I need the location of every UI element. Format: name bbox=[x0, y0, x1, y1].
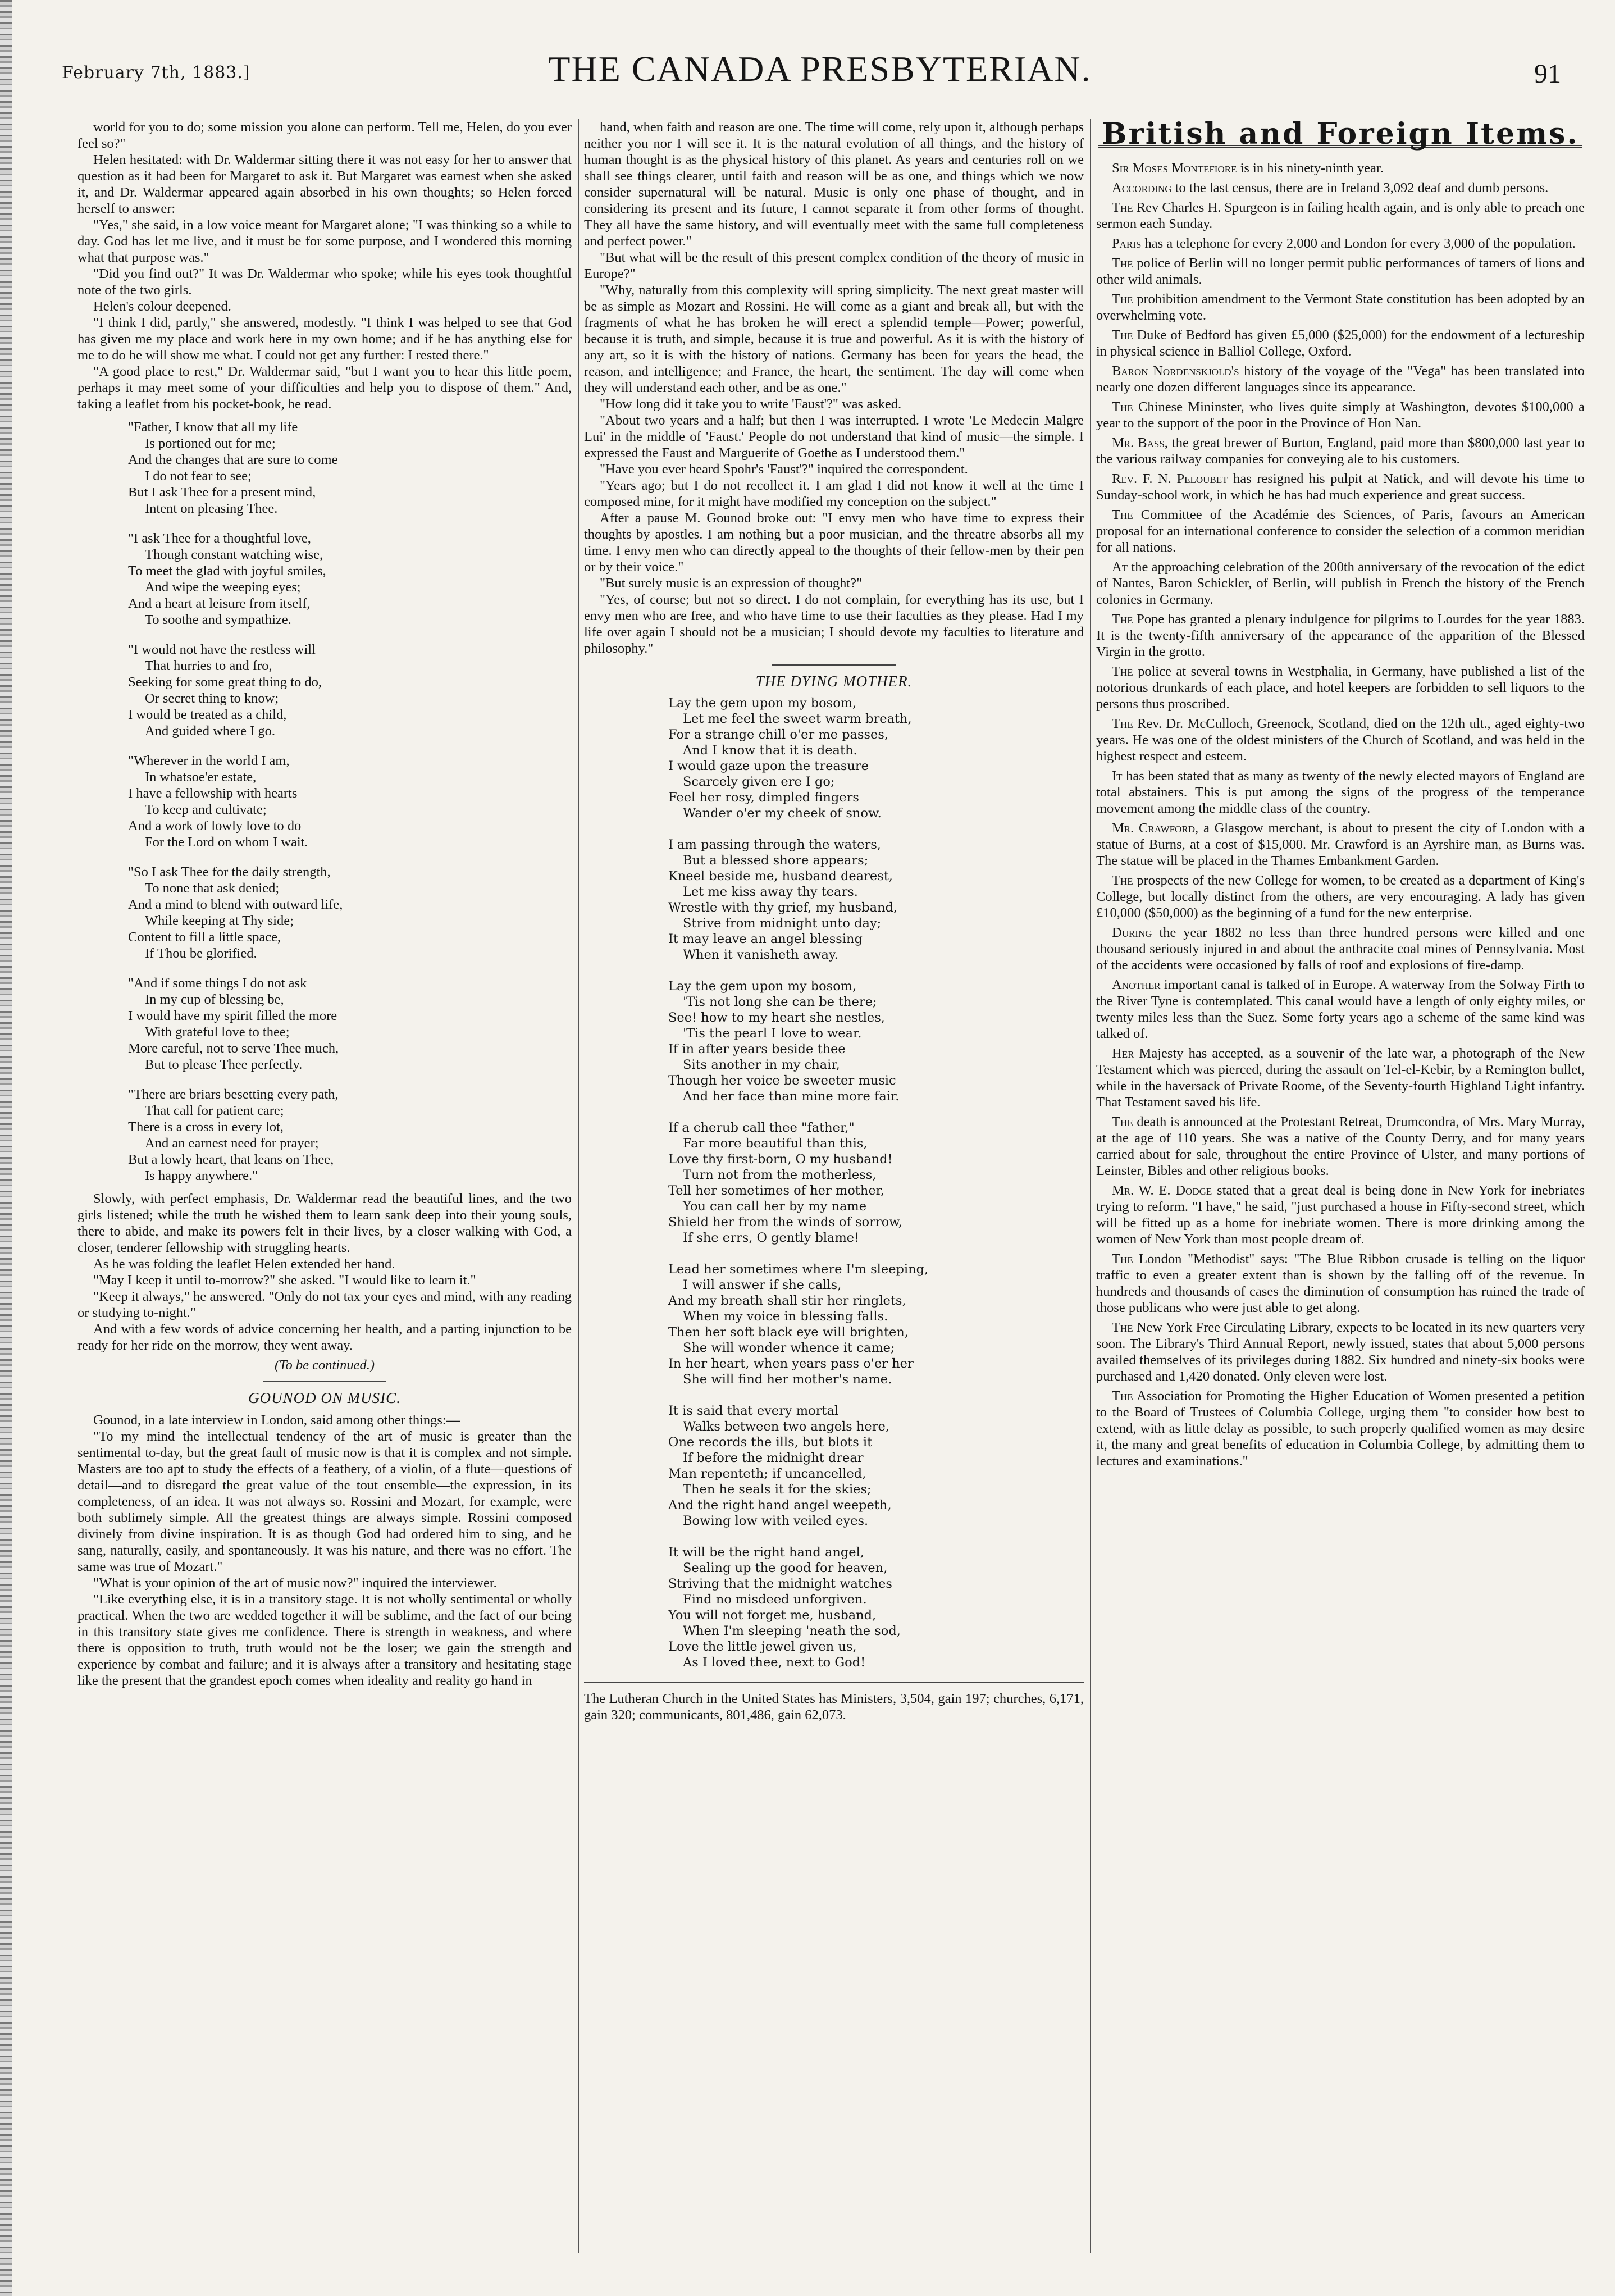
news-item-lead: The bbox=[1112, 664, 1133, 679]
section-divider bbox=[263, 1381, 386, 1382]
issue-date: February 7th, 1883.] bbox=[62, 63, 250, 83]
binding-edge bbox=[0, 0, 12, 2296]
poem-line: Lay the gem upon my bosom, bbox=[668, 979, 857, 994]
poem-line: Though her voice be sweeter music bbox=[668, 1073, 896, 1088]
poem-line: Sealing up the good for heaven, bbox=[683, 1561, 888, 1575]
poem-line: If a cherub call thee "father," bbox=[668, 1120, 855, 1135]
news-item-text: Committee of the Académie des Sciences, of Paris, favours an American proposal for an international conference to consider the selection of a common meridian for all nations. bbox=[1096, 507, 1585, 555]
news-item-text: New York Free Circulating Library, expects to be located in its new quarters very soon. The Library's Third Annual Report, newly issued, states that about 5,000 persons availed themselves of its privileges during 1882. Six hundred and ninety-six books were purchased and 1,420 donated. Only eleven were lost. bbox=[1096, 1320, 1585, 1384]
news-item-text: Chinese Mininster, who lives quite simply at Washington, devotes $100,000 a year to the support of the poor in the Province of Hon Nan. bbox=[1096, 399, 1585, 431]
news-item bbox=[1096, 820, 1585, 869]
news-item-text: stated that a great deal is being done in New York for inebriates trying to reform. "I have," he said, "just purchased a house in Fifty-second street, which will be fitted up as a home for inebriate women. There is more drinking among the women of New York than most people dream of. bbox=[1096, 1183, 1585, 1247]
poem-line: And I know that it is death. bbox=[683, 743, 857, 758]
page-header bbox=[62, 46, 1578, 108]
poem-line: You can call her by my name bbox=[683, 1199, 867, 1214]
poem-line: And an earnest need for prayer; bbox=[145, 1136, 319, 1151]
paragraph: "How long did it take you to write 'Faust'?" was asked. bbox=[600, 397, 902, 412]
paragraph: "But what will be the result of this present complex condition of the theory of music in Europe?" bbox=[584, 250, 1084, 281]
news-item bbox=[1096, 924, 1585, 973]
footnote-text: The Lutheran Church in the United States has Ministers, 3,504, gain 197; churches, 6,171, gain 320; communicants, 801,486, gain 62,073. bbox=[584, 1691, 1084, 1723]
section-divider bbox=[772, 664, 896, 666]
news-item-text: Majesty has accepted, as a souvenir of the late war, a photograph of the New Testament which was pierced, during the assault on Tel-el-Kebir, by a Remington bullet, while in the haversack of Private Roome, of the Seventy-fourth Highland Light infantry. That Testament saved his life. bbox=[1096, 1046, 1585, 1110]
poem-line: When I'm sleeping 'neath the sod, bbox=[683, 1624, 901, 1638]
poem-line: Wander o'er my cheek of snow. bbox=[683, 806, 882, 821]
poem-line: If before the midnight drear bbox=[683, 1451, 864, 1465]
news-item-text: London "Methodist" says: "The Blue Ribbon crusade is telling on the liquor traffic to even a greater extent than is shown by the falling off of the revenue. In hundreds and thousands of cases the diminution of consumption has ruined the trade of those publicans who were just able to get along. bbox=[1096, 1251, 1585, 1315]
poem-line: To keep and cultivate; bbox=[145, 802, 267, 817]
column-rule bbox=[1090, 119, 1091, 2253]
news-item bbox=[1096, 507, 1585, 555]
poem-line: It may leave an angel blessing bbox=[668, 932, 863, 946]
news-item-text: Duke of Bedford has given £5,000 ($25,000) for the endowment of a lectureship in physical science in Balliol College, Oxford. bbox=[1096, 327, 1585, 359]
poem-line: One records the ills, but blots it bbox=[668, 1435, 873, 1450]
poem-line: Love thy first-born, O my husband! bbox=[668, 1152, 893, 1167]
paragraph: "Yes, of course; but not so direct. I do not complain, for everything has its use, but I envy men who are free, and who have time to use their faculties as they please. Had I my life over again I should not be a musician; I should devote my faculties to literature and philosophy." bbox=[584, 592, 1084, 656]
news-item-text: death is announced at the Protestant Retreat, Drumcondra, of Mrs. Mary Murray, at the age of 110 years. She was a native of the County Derry, and for many years carried about for sale, throughout the entire Province of Ulster, and many portions of Leinster, Bibles and other religious books. bbox=[1096, 1114, 1585, 1178]
poem-line: Kneel beside me, husband dearest, bbox=[668, 869, 893, 883]
news-item-lead: The bbox=[1112, 1114, 1133, 1129]
section-banner-text: British and Foreign Items. bbox=[1098, 126, 1582, 148]
poem-line: Shield her from the winds of sorrow, bbox=[668, 1215, 902, 1229]
stanza-gap bbox=[668, 1387, 1084, 1403]
poem-line: In my cup of blessing be, bbox=[145, 992, 284, 1007]
poem-line: There is a cross in every lot, bbox=[128, 1119, 284, 1135]
article-title: GOUNOD ON MUSIC. bbox=[248, 1390, 401, 1406]
news-item bbox=[1096, 291, 1585, 324]
news-item-text: prospects of the new College for women, to be created as a department of King's College, but locally distinct from the others, are very encouraging. A lady has given £10,000 ($50,000) as the beginning of a fund for the new enterprise. bbox=[1096, 873, 1585, 921]
poem-line: I will answer if she calls, bbox=[683, 1278, 842, 1292]
news-item-text: Pope has granted a plenary indulgence for pilgrims to Lourdes for the year 1883. It is the twenty-fifth anniversary of the appearance of the apparition of the Blessed Virgin in the grotto. bbox=[1096, 612, 1585, 659]
poem-line: "There are briars besetting every path, bbox=[128, 1087, 339, 1102]
news-item-lead: The bbox=[1112, 200, 1133, 215]
poem-line: If she errs, O gently blame! bbox=[683, 1231, 860, 1245]
news-item-lead: During bbox=[1112, 925, 1152, 940]
paragraph: Gounod, in a late interview in London, said among other things:— bbox=[93, 1413, 460, 1428]
poem-line: And a mind to blend with outward life, bbox=[128, 897, 343, 912]
poem-line: If Thou be glorified. bbox=[145, 946, 257, 961]
news-item bbox=[1096, 255, 1585, 288]
paragraph: "What is your opinion of the art of music now?" inquired the interviewer. bbox=[93, 1575, 497, 1591]
news-item-lead: The bbox=[1112, 291, 1133, 307]
poem-line: Striving that the midnight watches bbox=[668, 1577, 892, 1591]
poem-line: Let me feel the sweet warm breath, bbox=[683, 712, 912, 726]
stanza-gap bbox=[128, 1073, 572, 1086]
news-item-lead: Sir Moses Montefiore bbox=[1112, 161, 1237, 176]
poem-line: Scarcely given ere I go; bbox=[683, 775, 835, 789]
poem-line: I would have my spirit filled the more bbox=[128, 1008, 337, 1023]
paragraph: Helen's colour deepened. bbox=[93, 299, 231, 314]
poem-line: Tell her sometimes of her mother, bbox=[668, 1183, 885, 1198]
news-item bbox=[1096, 1114, 1585, 1179]
column-1 bbox=[77, 119, 572, 2270]
news-item bbox=[1096, 1388, 1585, 1469]
news-item bbox=[1096, 363, 1585, 395]
poem-line: And wipe the weeping eyes; bbox=[145, 580, 301, 595]
poem-line: Is happy anywhere." bbox=[145, 1168, 258, 1183]
poem-line: Find no misdeed unforgiven. bbox=[683, 1592, 867, 1607]
poem-line: But a lowly heart, that leans on Thee, bbox=[128, 1152, 334, 1167]
news-item bbox=[1096, 611, 1585, 660]
news-item-text: history of the voyage of the "Vega" has been translated into nearly one dozen different languages since its appearance. bbox=[1096, 363, 1585, 395]
poem-line: Lay the gem upon my bosom, bbox=[668, 696, 857, 710]
news-item-text: police of Berlin will no longer permit public performances of tamers of lions and other wild animals. bbox=[1096, 256, 1585, 287]
paragraph: Slowly, with perfect emphasis, Dr. Waldermar read the beautiful lines, and the two girls listened; while the truth he wished them to learn sank deep into their young souls, there to abide, and make its powers felt in their lives, by a closer walking with God, a closer, tenderer fellowship with struggling hearts. bbox=[77, 1191, 572, 1255]
poem-line: "And if some things I do not ask bbox=[128, 976, 307, 991]
news-item-lead: The bbox=[1112, 716, 1133, 731]
poem-line: But I ask Thee for a present mind, bbox=[128, 485, 316, 500]
news-item-text: has resigned his pulpit at Natick, and will devote his time to Sunday-school work, in which he has had much experience and great success. bbox=[1096, 471, 1585, 503]
poem-line: If in after years beside thee bbox=[668, 1042, 846, 1056]
poem-line: But a blessed shore appears; bbox=[683, 853, 869, 868]
poem-line: When my voice in blessing falls. bbox=[683, 1309, 888, 1324]
news-item bbox=[1096, 160, 1585, 176]
news-item-lead: At bbox=[1112, 559, 1128, 575]
news-item-lead: The bbox=[1112, 1320, 1133, 1335]
to-be-continued: (To be continued.) bbox=[274, 1357, 375, 1373]
news-item-lead: The bbox=[1112, 873, 1133, 888]
story-conclusion bbox=[77, 1191, 572, 1354]
poem-line: And a heart at leisure from itself, bbox=[128, 596, 311, 611]
news-item bbox=[1096, 1251, 1585, 1316]
stanza-gap bbox=[128, 739, 572, 753]
news-item-lead: The bbox=[1112, 612, 1133, 627]
poem-line: She will wonder whence it came; bbox=[683, 1341, 895, 1355]
news-item-text: the year 1882 no less than three hundred persons were killed and one thousand seriously injured in and about the anthracite coal mines of Pennsylvania. Most of the accidents were occasioned by falls of roof and explosions of fire-damp. bbox=[1096, 925, 1585, 973]
news-item bbox=[1096, 327, 1585, 359]
poem-line: To none that ask denied; bbox=[145, 881, 280, 896]
news-item bbox=[1096, 199, 1585, 232]
news-item-lead: The bbox=[1112, 256, 1133, 271]
poem-line: Bowing low with veiled eyes. bbox=[683, 1514, 869, 1528]
quoted-poem bbox=[128, 419, 572, 1184]
paragraph: "To my mind the intellectual tendency of the art of music is greater than the sentimental to-day, but the great fault of music now is that it is complex and not simple. Masters are too apt to study the effects of a feathery, of a violin, of a flute—questions of detail—and to disregard the great value of the tout ensemble—the expression, in its completeness, of an idea. It was not always so. Rossini and Mozart, for example, were both sublimely simple. All the greatest things are always simple. Rossini composed divinely from divine inspiration. It is as though God had ordered him to sing, and he sang, naturally, easily, and spontaneously. It was his nature, and there was no effort. The same was true of Mozart." bbox=[77, 1429, 572, 1574]
poem-line: Lead her sometimes where I'm sleeping, bbox=[668, 1262, 929, 1277]
poem-line: But to please Thee perfectly. bbox=[145, 1057, 303, 1072]
paragraph: "Keep it always," he answered. "Only do not tax your eyes and mind, with any reading or studying to-night." bbox=[77, 1289, 572, 1320]
poem-line: Far more beautiful than this, bbox=[683, 1136, 868, 1151]
paragraph: world for you to do; some mission you alone can perform. Tell me, Helen, do you ever feel so?" bbox=[77, 120, 572, 151]
paragraph: "Have you ever heard Spohr's 'Faust'?" inquired the correspondent. bbox=[600, 462, 968, 477]
news-item-text: important canal is talked of in Europe. A waterway from the Solway Firth to the River Tyne is contemplated. This canal would have a length of only eighty miles, or twenty miles less than the Suez. Some forty years ago a scheme of the same kind was talked of. bbox=[1096, 977, 1585, 1041]
poem-line: That hurries to and fro, bbox=[145, 658, 272, 673]
poem-line: In whatsoe'er estate, bbox=[145, 769, 257, 785]
news-item bbox=[1096, 471, 1585, 503]
news-item-text: has been stated that as many as twenty of the newly elected mayors of England are total abstainers. This is put among the signs of the progress of the temperance movement among the middle class of the country. bbox=[1096, 768, 1585, 816]
stanza-gap bbox=[668, 1529, 1084, 1545]
news-item-text: has a telephone for every 2,000 and London for every 3,000 of the population. bbox=[1141, 236, 1576, 251]
news-item-lead: Rev. F. N. Peloubet bbox=[1112, 471, 1228, 486]
poem-line: With grateful love to thee; bbox=[145, 1024, 290, 1040]
news-items bbox=[1096, 160, 1585, 1469]
paragraph: "May I keep it until to-morrow?" she asked. "I would like to learn it." bbox=[93, 1273, 476, 1288]
news-item-text: Rev. Dr. McCulloch, Greenock, Scotland, died on the 12th ult., aged eighty-two years. He was one of the oldest ministers of the Church of Scotland, and was held in the highest respect and esteem. bbox=[1096, 716, 1585, 764]
poem-line: "Father, I know that all my life bbox=[128, 420, 298, 435]
column-3 bbox=[1096, 119, 1585, 2270]
paragraph: Helen hesitated: with Dr. Waldermar sitting there it was not easy for her to answer that question as it had been for Margaret to ask it. But Margaret was earnest when she asked it, and Dr. Waldermar appeared again absorbed in his own thoughts; so Helen forced herself to answer: bbox=[77, 152, 572, 216]
poem-line: To soothe and sympathize. bbox=[145, 612, 291, 627]
news-item-lead: Mr. Bass bbox=[1112, 435, 1165, 450]
news-item bbox=[1096, 559, 1585, 608]
poem-line: Seeking for some great thing to do, bbox=[128, 675, 322, 690]
poem-line: Love the little jewel given us, bbox=[668, 1639, 857, 1654]
paragraph: "Did you find out?" It was Dr. Waldermar who spoke; while his eyes took thoughtful note of the two girls. bbox=[77, 266, 572, 298]
poem-title: THE DYING MOTHER. bbox=[755, 673, 913, 690]
poem-line: For a strange chill o'er me passes, bbox=[668, 727, 889, 742]
news-item-text: , the great brewer of Burton, England, paid more than $800,000 last year to the various railway companies for conveying ale to his customers. bbox=[1096, 435, 1585, 467]
paragraph: "Yes," she said, in a low voice meant for Margaret alone; "I was thinking so a while to day. God has let me live, and it must be for some purpose, and I wondered this morning what that purpose was." bbox=[77, 217, 572, 265]
news-item bbox=[1096, 1182, 1585, 1247]
section-banner bbox=[1096, 119, 1585, 151]
news-item bbox=[1096, 872, 1585, 921]
stanza-gap bbox=[128, 517, 572, 530]
poem-line: And guided where I go. bbox=[145, 723, 276, 739]
stanza-gap bbox=[128, 628, 572, 641]
poem-line: "I would not have the restless will bbox=[128, 642, 316, 657]
news-item bbox=[1096, 977, 1585, 1042]
stanza-gap bbox=[128, 962, 572, 975]
poem-line: 'Tis not long she can be there; bbox=[683, 995, 877, 1009]
paragraph: "But surely music is an expression of thought?" bbox=[600, 576, 863, 591]
poem-line: When it vanisheth away. bbox=[683, 947, 838, 962]
poem-line: In her heart, when years pass o'er her bbox=[668, 1356, 914, 1371]
news-item bbox=[1096, 716, 1585, 764]
paragraph: And with a few words of advice concerning her health, and a parting injunction to be ready for her ride on the morrow, they went away. bbox=[77, 1322, 572, 1353]
stanza-gap bbox=[128, 850, 572, 864]
news-item bbox=[1096, 663, 1585, 712]
stanza-gap bbox=[668, 1104, 1084, 1120]
news-item bbox=[1096, 768, 1585, 817]
paragraph: "A good place to rest," Dr. Waldermar said, "but I want you to hear this little poem, perhaps it may meet some of your difficulties and help you to dispose of them." And, taking a leaflet from his pocket-book, he read. bbox=[77, 364, 572, 412]
news-item-text: prohibition amendment to the Vermont State constitution has been adopted by an overwhelming vote. bbox=[1096, 291, 1585, 323]
paragraph: hand, when faith and reason are one. The time will come, rely upon it, although perhaps neither you nor I will see it. It is the natural evolution of all things, and the history of human thought is as the physical history of this planet. As years and centuries roll on we shall see things clearer, until faith and reason will be as one, and things which we now consider supernatural will be natural. Music is only one phase of thought, and in considering its present and its future, I cannot separate it from other forms of thought. They all have the same history, and will eventually meet with the same full completeness and perfect power." bbox=[584, 120, 1084, 249]
poem-line: Feel her rosy, dimpled fingers bbox=[668, 790, 859, 805]
news-item-text: to the last census, there are in Ireland 3,092 deaf and dumb persons. bbox=[1171, 180, 1549, 195]
news-item bbox=[1096, 1045, 1585, 1110]
news-item-lead: Paris bbox=[1112, 236, 1142, 251]
poem-line: And the right hand angel weepeth, bbox=[668, 1498, 892, 1513]
poem-line: Let me kiss away thy tears. bbox=[683, 885, 858, 899]
news-item bbox=[1096, 399, 1585, 431]
poem-line: Sits another in my chair, bbox=[683, 1058, 840, 1072]
poem-line: I have a fellowship with hearts bbox=[128, 786, 298, 801]
news-item-lead: Mr. W. E. Dodge bbox=[1112, 1183, 1212, 1198]
poem-line: Turn not from the motherless, bbox=[683, 1168, 877, 1182]
story-continuation bbox=[77, 119, 572, 412]
poem-line: Though constant watching wise, bbox=[145, 547, 323, 562]
news-item-lead: Her bbox=[1112, 1046, 1134, 1061]
poem-line: Strive from midnight unto day; bbox=[683, 916, 882, 931]
poem-line: I would be treated as a child, bbox=[128, 707, 287, 722]
column-2 bbox=[584, 119, 1084, 2270]
poem-line: Walks between two angels here, bbox=[683, 1419, 889, 1434]
paragraph: "Why, naturally from this complexity will spring simplicity. The next great master will be as simple as Mozart and Rossini. He will come as a giant and break all, but with the fragments of what he has broken he will erect a splendid temple—Power; powerful, because it is truth, and simple, because it is true and powerful. As it is with the history of any art, so it is with the history of nations. Germany has been for years the head, the reason, and intelligence; and France, the heart, the sentiment. The day will come when they will understand each other, and be as one." bbox=[584, 283, 1084, 395]
poem-line: Or secret thing to know; bbox=[145, 691, 279, 706]
poem-line: And the changes that are sure to come bbox=[128, 452, 338, 467]
poem-line: And a work of lowly love to do bbox=[128, 818, 302, 833]
poem-line: See! how to my heart she nestles, bbox=[668, 1010, 885, 1025]
news-item-text: Rev Charles H. Spurgeon is in failing health again, and is only able to preach one sermon each Sunday. bbox=[1096, 200, 1585, 231]
news-item bbox=[1096, 180, 1585, 196]
poem-line: As I loved thee, next to God! bbox=[683, 1655, 866, 1670]
page-number: 91 bbox=[1534, 59, 1561, 89]
news-item bbox=[1096, 235, 1585, 252]
poem-line: Wrestle with thy grief, my husband, bbox=[668, 900, 898, 915]
news-item-lead: The bbox=[1112, 399, 1133, 414]
news-item-lead: The bbox=[1112, 1251, 1133, 1267]
poem-line: I am passing through the waters, bbox=[668, 837, 881, 852]
poem-body bbox=[668, 695, 1084, 1670]
paragraph: As he was folding the leaflet Helen extended her hand. bbox=[93, 1256, 395, 1272]
article-continuation bbox=[584, 119, 1084, 657]
poem-line: I would gaze upon the treasure bbox=[668, 759, 869, 773]
poem-line: She will find her mother's name. bbox=[683, 1372, 892, 1387]
footnote-item bbox=[584, 1682, 1084, 1723]
paragraph: "About two years and a half; but then I was interrupted. I wrote 'Le Medecin Malgre Lui' in the middle of 'Faust.' People do not understand that kind of music—the simple. I expressed the Faust and Marguerite of Goethe as I understood them." bbox=[584, 413, 1084, 461]
article-body bbox=[77, 1412, 572, 1689]
poem-line: Then her soft black eye will brighten, bbox=[668, 1325, 909, 1340]
news-item-text: , a Glasgow merchant, is about to present the city of London with a statue of Burns, at a cost of $15,000. Mr. Crawford is an Ayrshire man, as Burns was. The statue will be placed in the Thames Embankment Garden. bbox=[1096, 821, 1585, 868]
poem-line: While keeping at Thy side; bbox=[145, 913, 294, 928]
news-item-text: is in his ninety-ninth year. bbox=[1237, 161, 1384, 176]
stanza-gap bbox=[668, 1246, 1084, 1261]
poem-line: And her face than mine more fair. bbox=[683, 1089, 900, 1104]
paragraph: "Like everything else, it is in a transitory stage. It is not wholly sentimental or wholly practical. When the two are wedded together it will be sublime, and the fact of our being in this transitory state gives me confidence. There is strength in weakness, and where there is opposition to truth, truth would not be the loser; we gain the strength and experience by combat and failure; and it is always after a transitory and hesitating stage like the present that the grandest epoch comes when ideality and reality go hand in bbox=[77, 1592, 572, 1688]
poem-line: To meet the glad with joyful smiles, bbox=[128, 563, 326, 578]
paragraph: "I think I did, partly," she answered, modestly. "I think I was helped to see that God has given me my place and work here in my own home; and if he has anything else for me to do he will show me what. I could not get any further: I rested there." bbox=[77, 315, 572, 363]
news-item-lead: The bbox=[1112, 507, 1133, 522]
news-item-text: Association for Promoting the Higher Education of Women presented a petition to the Board of Trustees of Columbia College, urging them "to consider how best to extend, with as little delay as possible, to such properly qualified women as may desire it, the many and great benefits of education in Columbia College, by admitting them to lectures and examinations." bbox=[1096, 1388, 1585, 1469]
news-item-lead: The bbox=[1112, 327, 1133, 343]
news-item-lead: Another bbox=[1112, 977, 1161, 992]
stanza-gap bbox=[668, 821, 1084, 837]
news-item-lead: Baron Nordenskjold's bbox=[1112, 363, 1239, 379]
poem-line: That call for patient care; bbox=[145, 1103, 284, 1118]
news-item-lead: The bbox=[1112, 1388, 1133, 1404]
paragraph: After a pause M. Gounod broke out: "I envy men who have time to express their thoughts by apostles. I am nothing but a poor musician, and the threatre absorbs all my time. I envy men who can directly appeal to the thoughts of their fellow-men by their pen or by their voice." bbox=[584, 511, 1084, 575]
poem-line: Is portioned out for me; bbox=[145, 436, 276, 451]
poem-line: It is said that every mortal bbox=[668, 1404, 839, 1418]
newspaper-title: THE CANADA PRESBYTERIAN. bbox=[548, 49, 1092, 89]
poem-line: You will not forget me, husband, bbox=[668, 1608, 877, 1623]
news-item bbox=[1096, 1319, 1585, 1384]
stanza-gap bbox=[668, 963, 1084, 978]
poem-line: Content to fill a little space, bbox=[128, 930, 281, 945]
poem-line: 'Tis the pearl I love to wear. bbox=[683, 1026, 862, 1041]
news-item-lead: Mr. Crawford bbox=[1112, 821, 1196, 836]
poem-line: More careful, not to serve Thee much, bbox=[128, 1041, 339, 1056]
poem-line: Intent on pleasing Thee. bbox=[145, 501, 278, 516]
poem-line: I do not fear to see; bbox=[145, 468, 252, 484]
poem-line: "Wherever in the world I am, bbox=[128, 753, 290, 768]
poem-line: It will be the right hand angel, bbox=[668, 1545, 864, 1560]
news-item-lead: According bbox=[1112, 180, 1172, 195]
news-item-text: the approaching celebration of the 200th anniversary of the revocation of the edict of Nantes, Baron Schickler, of Berlin, will publish in French the history of the French colonies in Germany. bbox=[1096, 559, 1585, 607]
poem-line: "So I ask Thee for the daily strength, bbox=[128, 864, 331, 880]
column-rule bbox=[578, 119, 579, 2253]
news-item bbox=[1096, 435, 1585, 467]
poem-line: "I ask Thee for a thoughtful love, bbox=[128, 531, 311, 546]
poem-line: For the Lord on whom I wait. bbox=[145, 835, 308, 850]
news-item-text: police at several towns in Westphalia, in Germany, have published a list of the notorious drunkards of each place, and hotel keepers are forbidden to sell liquors to the persons thus proscribed. bbox=[1096, 664, 1585, 712]
news-item-lead: It bbox=[1112, 768, 1123, 783]
poem-line: And my breath shall stir her ringlets, bbox=[668, 1293, 906, 1308]
poem-line: Then he seals it for the skies; bbox=[683, 1482, 872, 1497]
paragraph: "Years ago; but I do not recollect it. I am glad I did not know it well at the time I composed mine, for it might have modified my conception on the subject." bbox=[584, 478, 1084, 509]
poem-line: Man repenteth; if uncancelled, bbox=[668, 1466, 866, 1481]
